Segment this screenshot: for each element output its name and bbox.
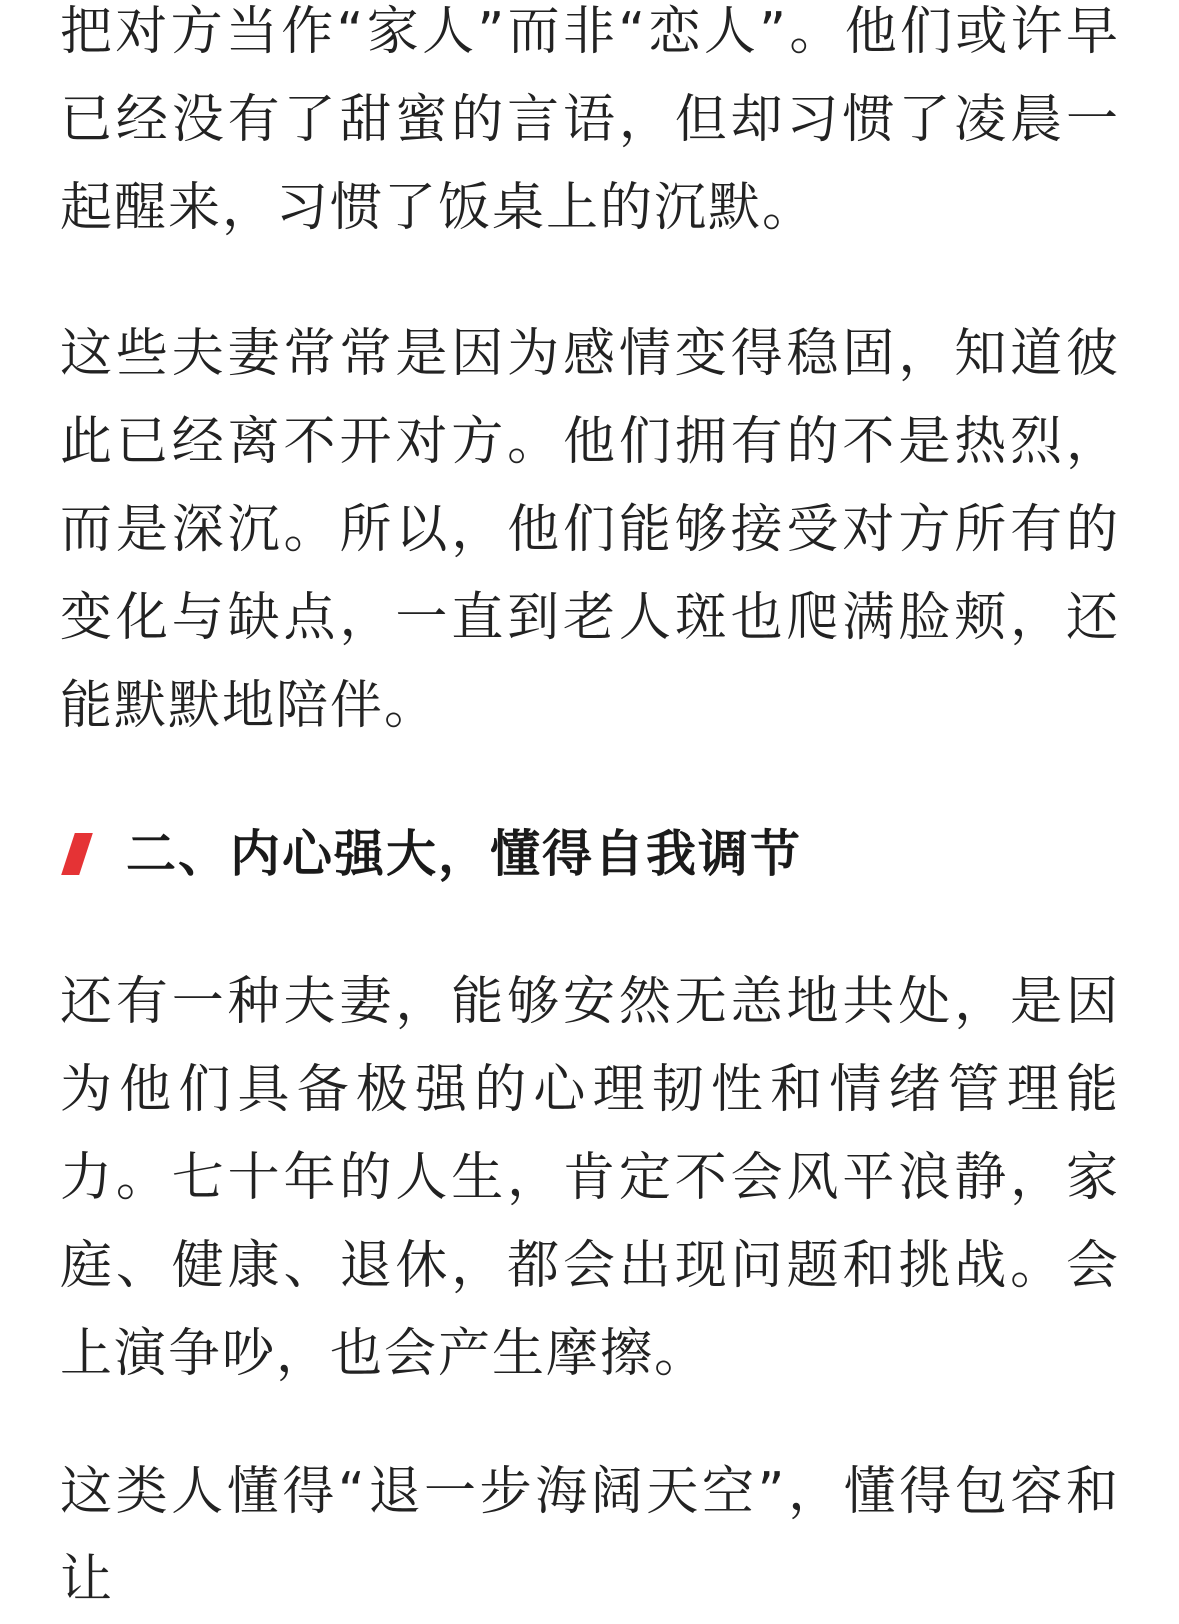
article-paragraph: 还有一种夫妻，能够安然无恙地共处，是因为他们具备极强的心理韧性和情绪管理能力。七十年的人生，肯定不会风平浪静，家庭、健康、退休，都会出现问题和挑战。会上演争吵，也会产生摩擦。: [60, 972, 1120, 1384]
section-heading: [60, 810, 1120, 898]
heading-accent-marker: [61, 833, 93, 875]
section-heading-text: 二、内心强大，懂得自我调节: [126, 825, 802, 883]
article-paragraph: 这些夫妻常常是因为感情变得稳固，知道彼此已经离不开对方。他们拥有的不是热烈，而是深沉。所以，他们能够接受对方所有的变化与缺点，一直到老人斑也爬满脸颊，还能默默地陪伴。: [60, 324, 1120, 736]
article-paragraph: 这类人懂得“退一步海阔天空”，懂得包容和让: [60, 1462, 1120, 1610]
article-paragraph: 把对方当作“家人”而非“恋人”。他们或许早已经没有了甜蜜的言语，但却习惯了凌晨一起醒来，习惯了饭桌上的沉默。: [60, 2, 1120, 238]
